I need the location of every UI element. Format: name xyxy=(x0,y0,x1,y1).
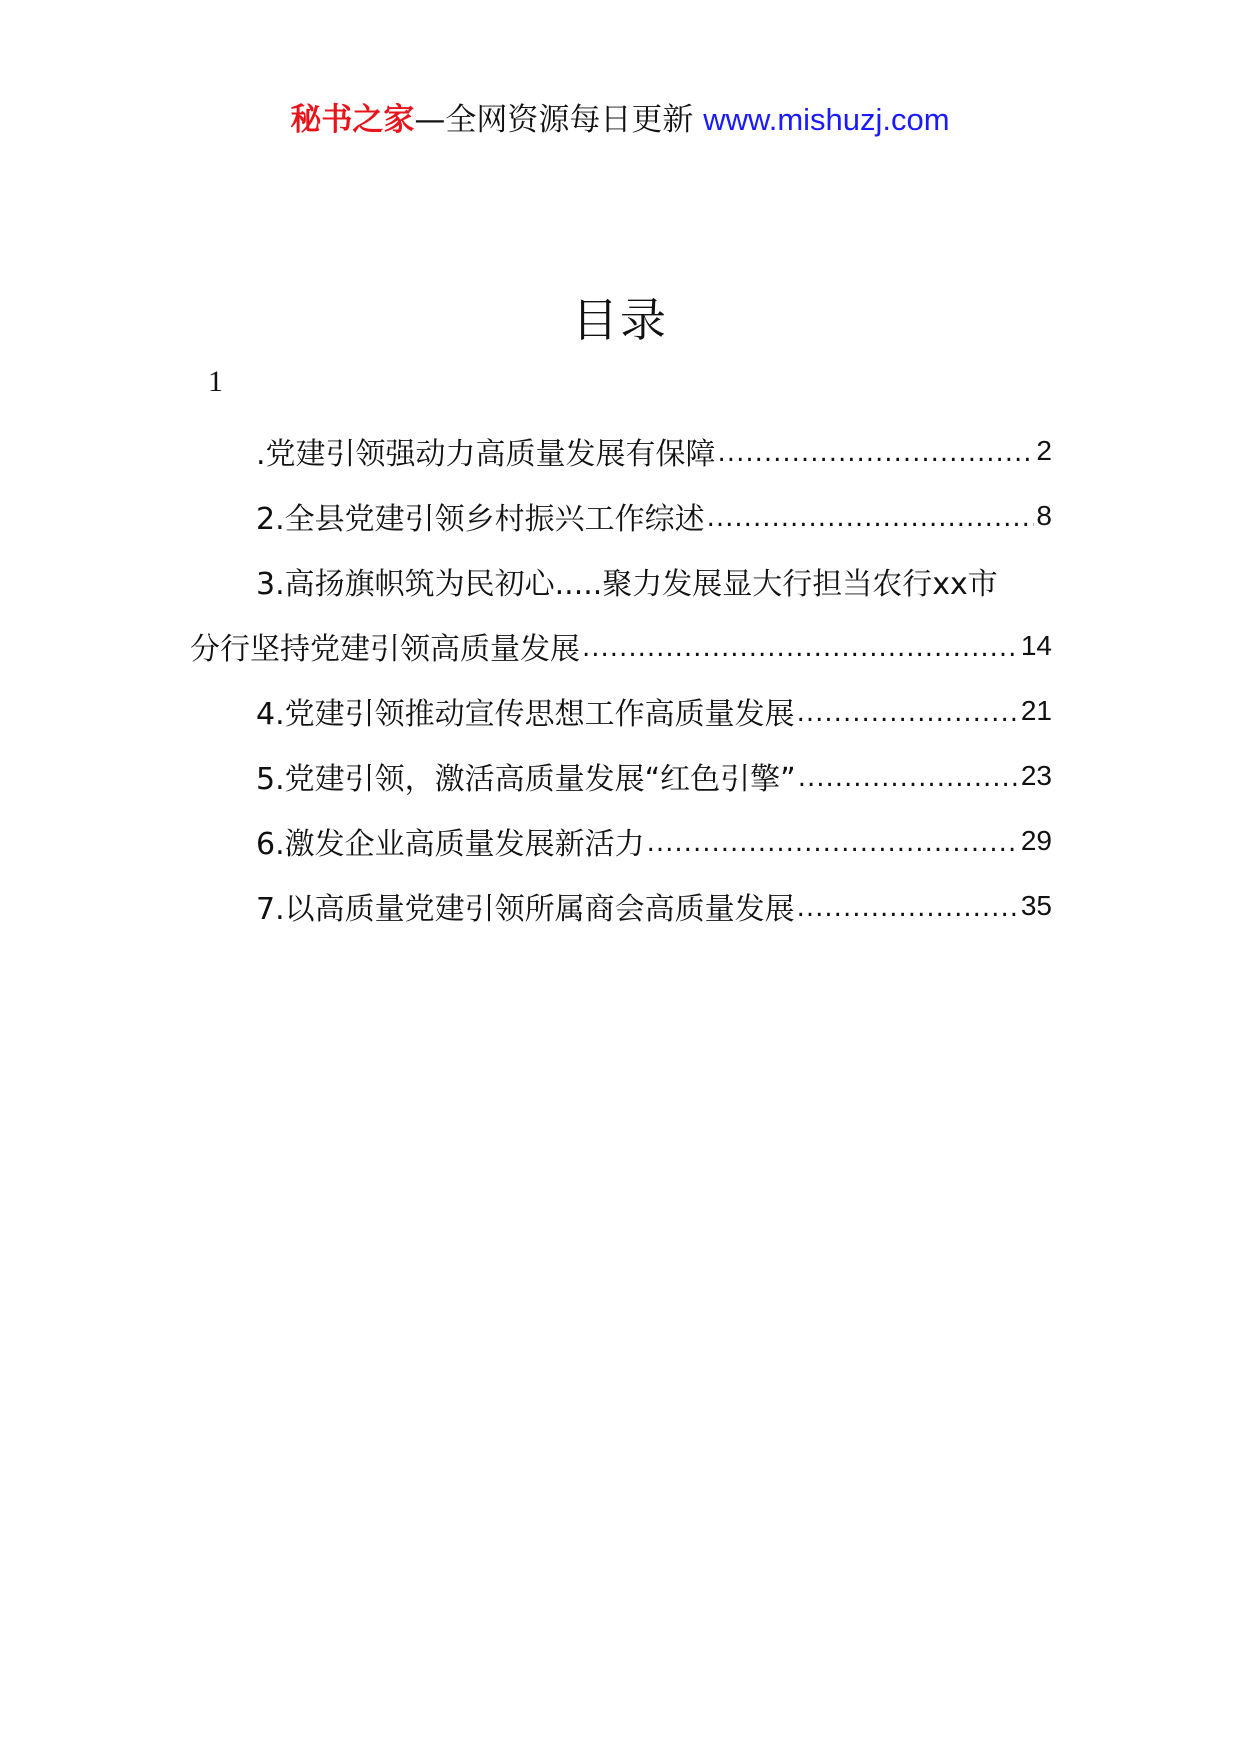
toc-entry-2[interactable] xyxy=(190,483,1052,548)
brand-name: 秘书之家 xyxy=(290,102,415,138)
page-title: 目录 xyxy=(572,293,668,347)
toc-leader-dots xyxy=(582,633,1019,663)
toc-entry-3-line-1[interactable] xyxy=(190,548,1052,613)
toc-leader-dots xyxy=(647,828,1019,858)
toc-entry-page: 21 xyxy=(1020,694,1052,726)
toc-leader-dots xyxy=(718,438,1035,468)
toc-leading-number: 1 xyxy=(208,365,223,398)
toc-entry-5[interactable] xyxy=(190,743,1052,808)
header-slogan: —全网资源每日更新 xyxy=(414,102,694,138)
toc-entry-6[interactable] xyxy=(190,808,1052,873)
toc-leader-dots xyxy=(798,763,1019,793)
table-of-contents xyxy=(190,418,1052,938)
page-header xyxy=(0,100,1240,140)
toc-entry-7[interactable] xyxy=(190,873,1052,938)
toc-entry-title: 4.党建引领推动宣传思想工作高质量发展 xyxy=(256,696,795,732)
toc-entry-page: 14 xyxy=(1020,629,1052,661)
toc-entry-page: 8 xyxy=(1036,499,1052,531)
toc-entry-title: 6.激发企业高质量发展新活力 xyxy=(256,826,645,862)
toc-entry-title-continued: 分行坚持党建引领高质量发展 xyxy=(190,631,580,667)
toc-entry-3-line-2[interactable] xyxy=(190,613,1052,678)
toc-entry-4[interactable] xyxy=(190,678,1052,743)
toc-entry-page: 2 xyxy=(1036,434,1052,466)
toc-entry-title: 3.高扬旗帜筑为民初心.....聚力发展显大行担当农行xx市 xyxy=(256,566,998,602)
toc-entry-page: 29 xyxy=(1020,824,1052,856)
toc-entry-1[interactable] xyxy=(190,418,1052,483)
toc-entry-title: .党建引领强动力高质量发展有保障 xyxy=(256,436,716,472)
site-url[interactable]: www.mishuzj.com xyxy=(703,102,950,137)
toc-leader-dots xyxy=(797,893,1019,923)
toc-entry-page: 23 xyxy=(1020,759,1052,791)
toc-entry-title: 2.全县党建引领乡村振兴工作综述 xyxy=(256,501,705,537)
toc-entry-title: 5.党建引领，激活高质量发展“红色引擎” xyxy=(256,761,796,797)
toc-entry-title: 7.以高质量党建引领所属商会高质量发展 xyxy=(256,891,795,927)
toc-leader-dots xyxy=(707,503,1035,533)
toc-entry-page: 35 xyxy=(1020,889,1052,921)
toc-leader-dots xyxy=(797,698,1019,728)
